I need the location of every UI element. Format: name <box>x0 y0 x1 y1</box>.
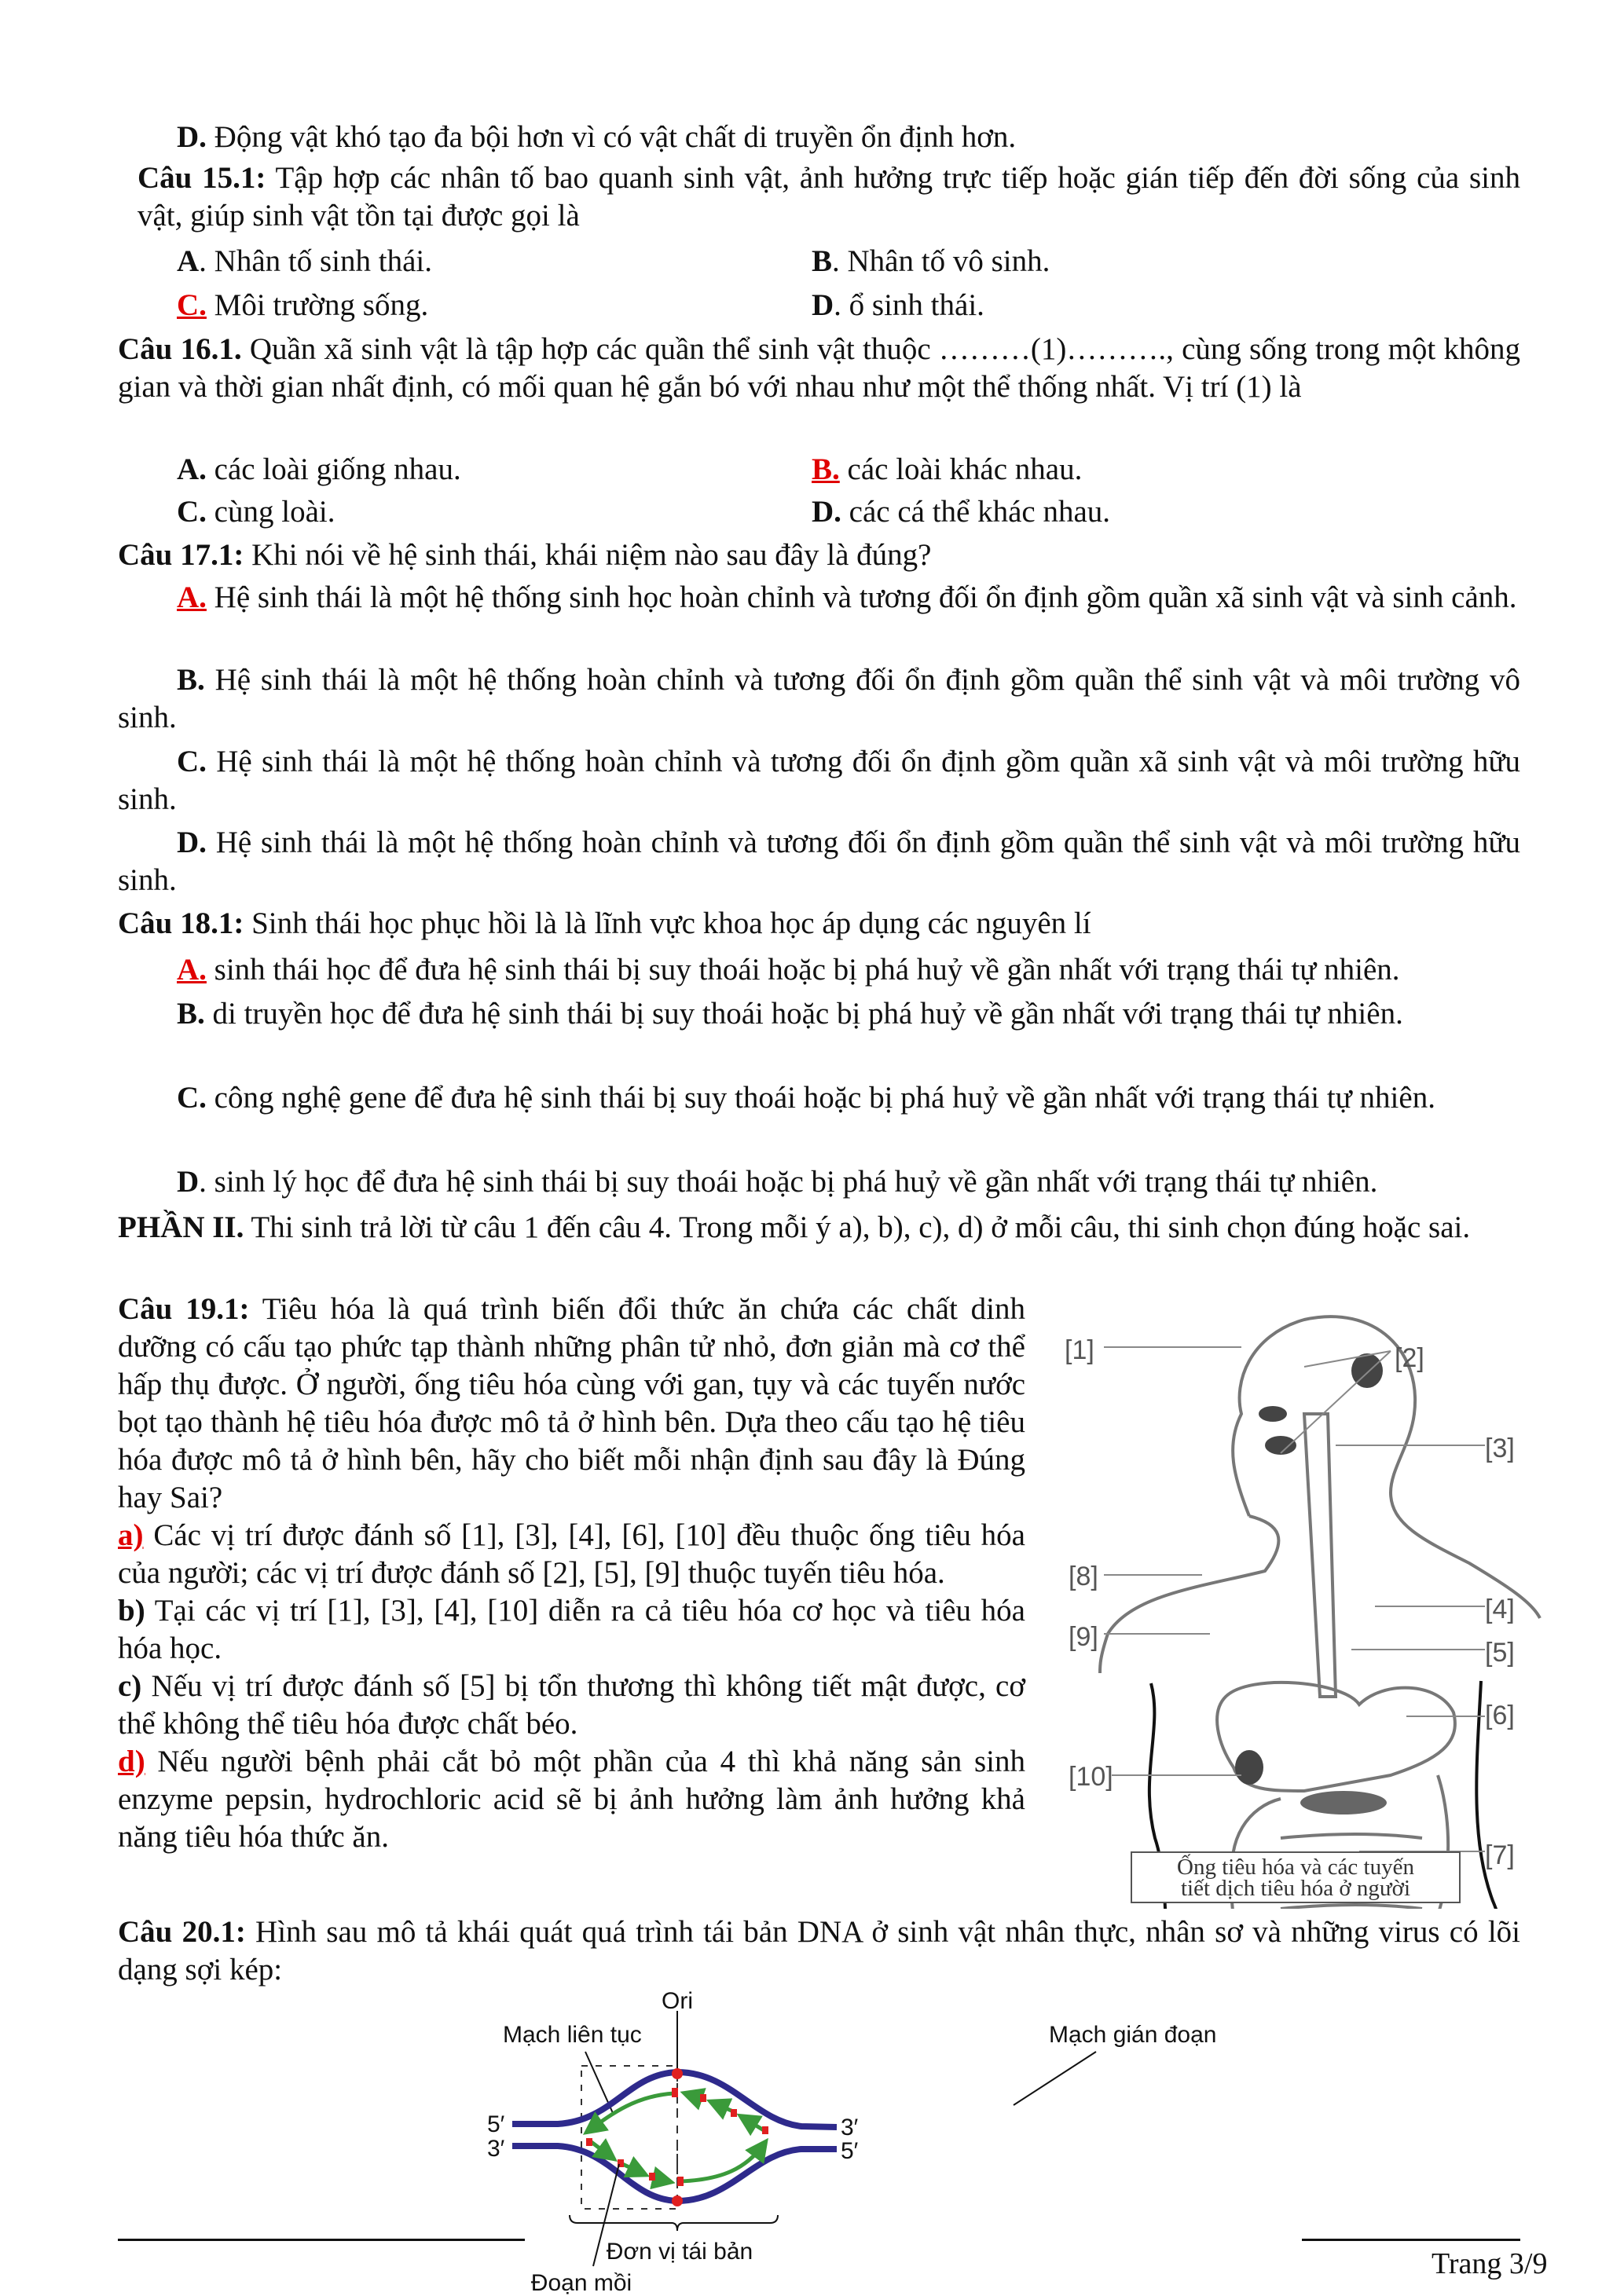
q16-option-c[interactable] <box>177 493 335 531</box>
figure-label: [2] <box>1395 1343 1424 1373</box>
q17-option-b[interactable] <box>118 661 1520 737</box>
option-letter: D. <box>177 826 207 859</box>
question-label: Câu 15.1: <box>137 161 266 195</box>
question-text: Sinh thái học phục hồi là là lĩnh vực khoa học áp dụng các nguyên lí <box>244 906 1091 940</box>
option-text: . Nhân tố sinh thái. <box>199 244 432 278</box>
q16-option-a[interactable] <box>177 451 461 489</box>
question-label: Câu 17.1: <box>118 538 244 572</box>
question-text: Tập hợp các nhân tố bao quanh sinh vật, ảnh hưởng trực tiếp hoặc gián tiếp đến đời sống của sinh vật, giúp sinh vật tồn tại được gọi là <box>137 161 1520 233</box>
question-label: Câu 18.1: <box>118 906 244 940</box>
esophagus <box>1304 1414 1336 1697</box>
correct-answer-letter: C. <box>177 288 207 322</box>
q14-option-d <box>118 119 1520 156</box>
option-letter: C. <box>177 495 207 529</box>
end-label: 3′ <box>841 2115 859 2140</box>
option-text: di truyền học để đưa hệ sinh thái bị suy thoái hoặc bị phá huỷ về gần nhất với trạng thái tự nhiên. <box>204 997 1403 1031</box>
replication-unit-brace <box>570 2215 778 2231</box>
shoulder-outline <box>1100 1516 1278 1673</box>
part-text: Thi sinh trả lời từ câu 1 đến câu 4. Trong mỗi ý a), b), c), d) ở mỗi câu, thi sinh chọn đúng hoặc sai. <box>244 1210 1471 1244</box>
q19-block <box>118 1291 1025 1856</box>
q17-option-a[interactable] <box>118 579 1520 617</box>
item-text: Nếu người bệnh phải cắt bỏ một phần của 4 thì khả năng sản sinh enzyme pepsin, hydrochloric acid sẽ bị ảnh hưởng làm ảnh hưởng khả năng tiêu hóa thức ăn. <box>118 1745 1025 1854</box>
option-letter: D. <box>177 120 207 154</box>
question-label: Câu 20.1: <box>118 1915 246 1949</box>
option-text: các cá thể khác nhau. <box>841 495 1111 529</box>
ori-label: Ori <box>662 1988 693 2014</box>
option-letter: B. <box>177 663 205 697</box>
option-letter: B <box>812 244 833 278</box>
option-letter: A. <box>177 452 207 486</box>
head-outline <box>1233 1316 1540 1618</box>
page-number: Trang 3/9 <box>1432 2247 1548 2280</box>
option-letter: D <box>177 1165 200 1199</box>
end-label: 5′ <box>841 2138 859 2164</box>
correct-answer-letter: A. <box>177 953 207 987</box>
option-text: Hệ sinh thái là một hệ thống sinh học hoàn chỉnh và tương đối ổn định gồm quần xã sinh vật và sinh cảnh. <box>206 580 1517 614</box>
option-letter: C. <box>177 745 207 778</box>
option-text: Hệ sinh thái là một hệ thống hoàn chỉnh và tương đối ổn định gồm quần thể sinh vật và môi trường vô sinh. <box>118 663 1520 734</box>
end-label: 5′ <box>487 2111 505 2137</box>
option-text: . ổ sinh thái. <box>834 288 984 322</box>
option-text: Hệ sinh thái là một hệ thống hoàn chỉnh và tương đối ổn định gồm quần xã sinh vật và môi trường hữu sinh. <box>118 745 1520 816</box>
q19-item-a[interactable] <box>118 1517 1025 1592</box>
figure-label: [6] <box>1485 1701 1515 1730</box>
q18-option-c[interactable] <box>118 1079 1485 1117</box>
question-label: Câu 16.1. <box>118 332 242 366</box>
figure-label: [3] <box>1485 1434 1515 1463</box>
option-text: các loài khác nhau. <box>839 452 1083 486</box>
figure-label: [10] <box>1069 1762 1113 1792</box>
option-letter: C. <box>177 1081 207 1115</box>
lagging-strand-label: Mạch gián đoạn <box>1049 2022 1217 2048</box>
figure-label: [5] <box>1485 1638 1515 1668</box>
option-letter: D <box>812 288 834 322</box>
primer-label: Đoạn mồi <box>530 2270 632 2296</box>
q15-option-c[interactable] <box>177 287 428 324</box>
q17-option-c[interactable] <box>118 743 1520 818</box>
correct-answer-letter: A. <box>177 580 207 614</box>
end-label: 3′ <box>487 2136 505 2162</box>
q15-option-b[interactable] <box>812 243 1050 280</box>
option-text: sinh thái học để đưa hệ sinh thái bị suy thoái hoặc bị phá huỷ về gần nhất với trạng thái tự nhiên. <box>206 953 1400 987</box>
q15-option-a[interactable] <box>177 243 432 280</box>
item-text: Nếu vị trí được đánh số [5] bị tổn thương thì không tiết mật được, cơ thể không thể tiêu hóa được chất béo. <box>118 1669 1025 1741</box>
option-letter: D. <box>812 495 841 529</box>
item-letter: b) <box>118 1594 145 1628</box>
q19-question <box>118 1291 1025 1517</box>
question-text: Quần xã sinh vật là tập hợp các quần thể sinh vật thuộc ………(1)………., cùng sống trong một không gian và thời gian nhất định, có mối quan hệ gắn bó với nhau như một thể thống nhất. Vị trí (1) là <box>118 332 1520 404</box>
ori-point <box>672 2195 683 2206</box>
option-text: . Nhân tố vô sinh. <box>832 244 1050 278</box>
q18-option-d[interactable] <box>118 1163 1520 1201</box>
figure-label: [4] <box>1485 1595 1515 1624</box>
q17-question <box>118 536 1520 574</box>
option-text: công nghệ gene để đưa hệ sinh thái bị suy thoái hoặc bị phá huỷ về gần nhất với trạng thái tự nhiên. <box>206 1081 1435 1115</box>
figure-label: [9] <box>1069 1622 1098 1652</box>
figure-label: [7] <box>1485 1840 1515 1870</box>
correct-answer-letter: a) <box>118 1518 144 1552</box>
option-text: . sinh lý học để đưa hệ sinh thái bị suy thoái hoặc bị phá huỷ về gần nhất với trạng thái tự nhiên. <box>199 1165 1378 1199</box>
option-text: cùng loài. <box>206 495 335 529</box>
correct-answer-letter: d) <box>118 1745 145 1778</box>
option-text: các loài giống nhau. <box>206 452 461 486</box>
q18-option-a[interactable] <box>118 951 1520 989</box>
footer-rule-left <box>118 2239 525 2241</box>
q17-option-d[interactable] <box>118 824 1520 899</box>
q19-item-b[interactable] <box>118 1592 1025 1668</box>
option-text: Động vật khó tạo đa bội hơn vì có vật chất di truyền ổn định hơn. <box>206 120 1017 154</box>
question-label: Câu 19.1: <box>118 1292 250 1326</box>
option-text: Môi trường sống. <box>206 288 429 322</box>
question-text: Khi nói về hệ sinh thái, khái niệm nào sau đây là đúng? <box>244 538 932 572</box>
pancreas <box>1300 1791 1387 1814</box>
q16-question <box>118 331 1520 406</box>
q19-item-d[interactable] <box>118 1743 1025 1856</box>
correct-answer-letter: B. <box>812 452 840 486</box>
q15-question <box>137 159 1520 235</box>
option-letter: B. <box>177 997 205 1031</box>
figure-caption: Ống tiêu hóa và các tuyến <box>1177 1855 1414 1880</box>
replication-unit-label: Đơn vị tái bản <box>606 2239 753 2265</box>
leading-strand-label: Mạch liên tục <box>503 2022 642 2048</box>
question-text: Hình sau mô tả khái quát quá trình tái bản DNA ở sinh vật nhân thực, nhân sơ và những virus có lõi dạng sợi kép: <box>118 1915 1521 1987</box>
option-text: Hệ sinh thái là một hệ thống hoàn chỉnh và tương đối ổn định gồm quần thể sinh vật và môi trường hữu sinh. <box>118 826 1520 897</box>
figure-label: [8] <box>1069 1562 1098 1591</box>
question-text: Tiêu hóa là quá trình biến đổi thức ăn chứa các chất dinh dưỡng có cấu tạo phức tạp thành những phân tử nhỏ, đơn giản mà cơ thể hấp thụ được. Ở người, ống tiêu hóa cùng với gan, tụy và các tuyến nước bọt tạo thành hệ tiêu hóa được mô tả ở hình bên. Dựa theo cấu tạo hệ tiêu hóa được mô tả ở hình bên, hãy cho biết mỗi nhận định sau đây là Đúng hay Sai? <box>118 1292 1026 1514</box>
q18-question <box>118 905 1520 943</box>
option-letter: A <box>177 244 200 278</box>
item-text: Tại các vị trí [1], [3], [4], [10] diễn ra cả tiêu hóa cơ học và tiêu hóa hóa học. <box>118 1594 1025 1665</box>
gallbladder <box>1235 1750 1263 1785</box>
item-text: Các vị trí được đánh số [1], [3], [4], [6], [10] đều thuộc ống tiêu hóa của người; các vị trí được đánh số [2], [5], [9] thuộc tuyến tiêu hóa. <box>118 1518 1025 1590</box>
ori-point <box>672 2068 683 2079</box>
parent-strand-top <box>512 2072 837 2127</box>
q19-item-c[interactable] <box>118 1668 1025 1743</box>
figure-caption: tiết dịch tiêu hóa ở người <box>1180 1876 1411 1901</box>
leading-strand <box>680 2144 764 2181</box>
item-letter: c) <box>118 1669 142 1703</box>
footer-rule-right <box>1302 2239 1520 2241</box>
dna-replication-figure <box>471 1964 1336 2296</box>
parent-strand-bottom <box>512 2146 837 2201</box>
part-label: PHẦN II. <box>118 1210 244 1244</box>
part2-heading <box>118 1209 1520 1247</box>
q15-option-d[interactable] <box>812 287 984 324</box>
q16-option-d[interactable] <box>812 493 1110 531</box>
figure-label: [1] <box>1065 1335 1094 1365</box>
digestive-system-figure <box>1045 1288 1548 1909</box>
q16-option-b[interactable] <box>812 451 1082 489</box>
q18-option-b[interactable] <box>118 995 1485 1033</box>
